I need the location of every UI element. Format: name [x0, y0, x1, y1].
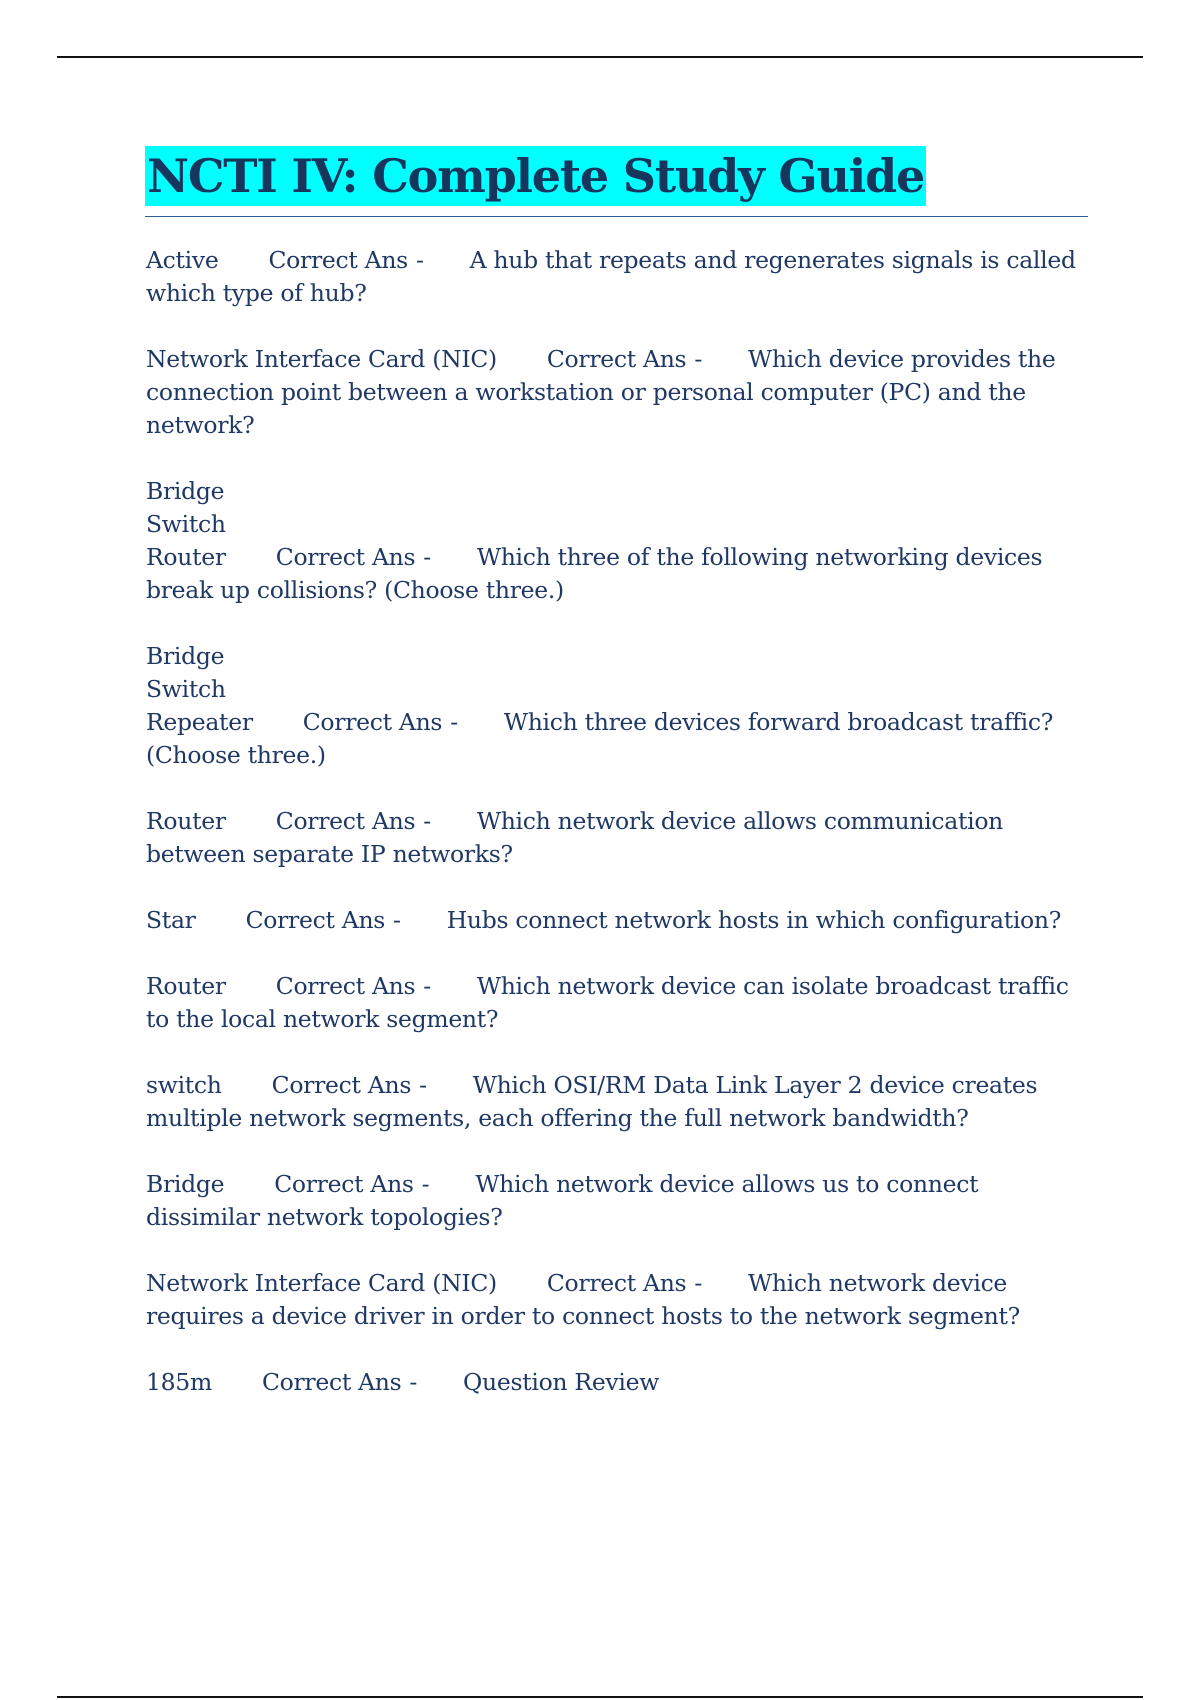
qa-item [146, 343, 1086, 442]
qa-item [146, 475, 1086, 607]
separator: - [421, 1170, 430, 1198]
qa-line [146, 906, 1061, 934]
answer-text: Bridge [146, 1170, 225, 1198]
question-text: A hub that repeats and regenerates signals is called which type of hub? [146, 246, 1076, 307]
correct-ans-marker: Correct Ans [275, 807, 416, 835]
question-text: Which network device allows us to connect dissimilar network topologies? [146, 1170, 979, 1231]
answer-text: Star [146, 906, 196, 934]
correct-ans-marker: Correct Ans [268, 246, 408, 274]
separator: - [415, 246, 424, 274]
correct-ans-marker: Correct Ans [275, 543, 416, 571]
qa-item [146, 1168, 1086, 1234]
qa-list [146, 244, 1086, 1432]
document-title: NCTI IV: Complete Study Guide [145, 146, 926, 206]
qa-line [146, 708, 1053, 769]
answer-text: 185m [146, 1368, 212, 1396]
question-text: Which network device allows communication between separate IP networks? [146, 807, 1004, 868]
correct-ans-marker: Correct Ans [546, 1269, 687, 1297]
separator: - [393, 906, 401, 934]
separator: - [419, 1071, 427, 1099]
qa-line [146, 1170, 978, 1231]
qa-line [146, 807, 1003, 868]
qa-item [146, 640, 1086, 772]
question-text: Question Review [463, 1368, 660, 1396]
question-text: Which OSI/RM Data Link Layer 2 device creates multiple network segments, each offering the full network bandwidth? [146, 1071, 1038, 1132]
answer-text: Repeater [146, 708, 253, 736]
page-bottom-rule [57, 1696, 1143, 1698]
qa-line [146, 1071, 1037, 1132]
qa-item [146, 970, 1086, 1036]
question-text: Which device provides the connection point between a workstation or personal computer (PC) and the network? [146, 345, 1056, 439]
correct-ans-marker: Correct Ans [261, 1368, 402, 1396]
correct-ans-marker: Correct Ans [271, 1071, 412, 1099]
answer-text: Router [146, 543, 226, 571]
qa-item [146, 1366, 1086, 1399]
answer-text: Router [146, 807, 226, 835]
qa-line [146, 543, 1042, 604]
title-block [145, 146, 1088, 217]
answer-text: Switch [146, 675, 226, 703]
question-text: Which three devices forward broadcast traffic? (Choose three.) [146, 708, 1053, 769]
answer-text: Active [146, 246, 219, 274]
answer-text: Bridge [146, 477, 225, 505]
question-text: Hubs connect network hosts in which configuration? [446, 906, 1062, 934]
qa-item [146, 244, 1086, 310]
separator: - [423, 807, 431, 835]
answer-text: Bridge [146, 642, 225, 670]
separator: - [694, 345, 702, 373]
answer-text: switch [146, 1071, 222, 1099]
qa-item [146, 904, 1086, 937]
qa-line [146, 345, 1056, 439]
correct-ans-marker: Correct Ans [546, 345, 687, 373]
qa-item [146, 1069, 1086, 1135]
page-top-rule [57, 56, 1143, 58]
correct-ans-marker: Correct Ans [274, 1170, 414, 1198]
correct-ans-marker: Correct Ans [245, 906, 386, 934]
correct-ans-marker: Correct Ans [302, 708, 443, 736]
answer-text: Network Interface Card (NIC) [146, 1269, 497, 1297]
question-text: Which network device requires a device driver in order to connect hosts to the network segment? [146, 1269, 1020, 1330]
question-text: Which network device can isolate broadcast traffic to the local network segment? [146, 972, 1069, 1033]
answer-text: Router [146, 972, 226, 1000]
separator: - [409, 1368, 418, 1396]
qa-line [146, 246, 1076, 307]
qa-line [146, 1368, 659, 1396]
answer-text: Switch [146, 510, 226, 538]
separator: - [423, 972, 431, 1000]
correct-ans-marker: Correct Ans [275, 972, 416, 1000]
separator: - [694, 1269, 702, 1297]
qa-line [146, 1269, 1020, 1330]
qa-item [146, 1267, 1086, 1333]
question-text: Which three of the following networking devices break up collisions? (Choose three.) [146, 543, 1043, 604]
qa-line [146, 972, 1069, 1033]
answer-text: Network Interface Card (NIC) [146, 345, 497, 373]
separator: - [450, 708, 458, 736]
separator: - [423, 543, 431, 571]
qa-item [146, 805, 1086, 871]
